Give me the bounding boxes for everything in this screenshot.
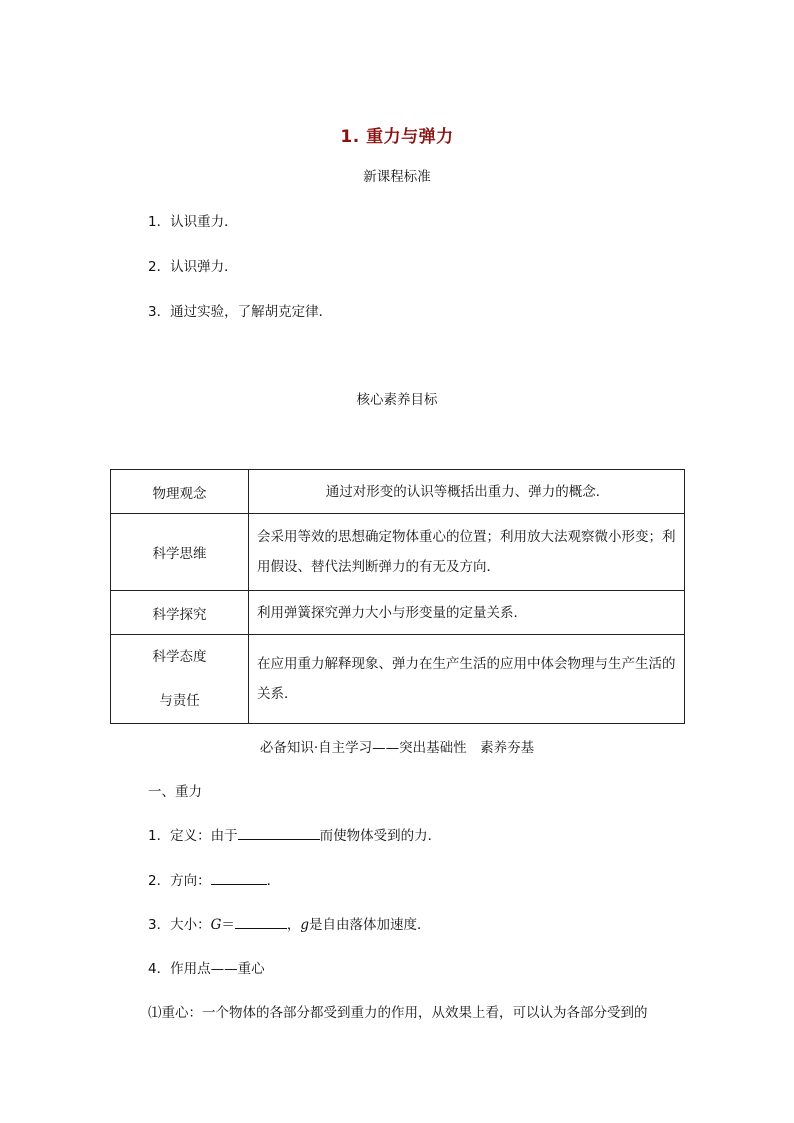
table-row bbox=[111, 470, 685, 514]
goal-category-cell bbox=[111, 635, 249, 724]
goal-category: 科学态度 bbox=[152, 649, 207, 665]
center-of-gravity-text: ⑴重心：一个物体的各部分都受到重力的作用，从效果上看，可以认为各部分受到的 bbox=[148, 1005, 648, 1021]
definition-prefix: 1．定义：由于 bbox=[148, 828, 238, 844]
curriculum-heading: 新课程标准 bbox=[363, 169, 431, 185]
table-row bbox=[111, 635, 685, 724]
equals-sign: ＝ bbox=[221, 917, 235, 933]
curriculum-item-1: 1．认识重力． bbox=[148, 214, 238, 230]
gravity-magnitude bbox=[148, 913, 431, 933]
fill-blank[interactable] bbox=[211, 870, 267, 885]
direction-suffix: ． bbox=[266, 873, 281, 889]
curriculum-item-3: 3．通过实验，了解胡克定律． bbox=[148, 304, 333, 320]
table-row bbox=[111, 591, 685, 635]
table-row bbox=[111, 514, 685, 591]
fill-blank[interactable] bbox=[238, 825, 320, 840]
core-goals-table bbox=[110, 469, 685, 724]
core-goals-heading: 核心素养目标 bbox=[356, 392, 438, 408]
variable-g: g bbox=[300, 917, 310, 933]
page-title: 1. 重力与弹力 bbox=[340, 127, 454, 147]
direction-prefix: 2．方向： bbox=[148, 873, 211, 889]
gravity-direction bbox=[148, 869, 280, 889]
goal-description: 利用弹簧探究弹力大小与形变量的定量关系． bbox=[249, 591, 685, 635]
variable-G: G bbox=[210, 917, 222, 933]
goal-category: 物理观念 bbox=[111, 470, 249, 514]
magnitude-suffix: 是自由落体加速度． bbox=[309, 917, 431, 933]
curriculum-item-2: 2．认识弹力． bbox=[148, 259, 238, 275]
goal-category-line2: 与责任 bbox=[159, 693, 200, 709]
goal-description: 通过对形变的认识等概括出重力、弹力的概念． bbox=[249, 470, 685, 514]
gravity-application-point: 4．作用点——重心 bbox=[148, 961, 265, 977]
definition-suffix: 而使物体受到的力． bbox=[319, 828, 442, 844]
goal-description: 会采用等效的思想确定物体重心的位置；利用放大法观察微小形变；利用假设、替代法判断弹力的有无及方向． bbox=[249, 514, 685, 591]
comma: ， bbox=[286, 917, 301, 933]
goal-description: 在应用重力解释现象、弹力在生产生活的应用中体会物理与生产生活的关系． bbox=[249, 635, 685, 724]
magnitude-prefix: 3．大小： bbox=[148, 917, 211, 933]
fill-blank[interactable] bbox=[235, 914, 287, 929]
goal-category: 科学思维 bbox=[111, 514, 249, 591]
goal-category: 科学探究 bbox=[111, 591, 249, 635]
section-banner: 必备知识·自主学习——突出基础性 素养夯基 bbox=[259, 740, 535, 756]
gravity-heading: 一、重力 bbox=[148, 784, 202, 800]
gravity-definition bbox=[148, 824, 441, 844]
